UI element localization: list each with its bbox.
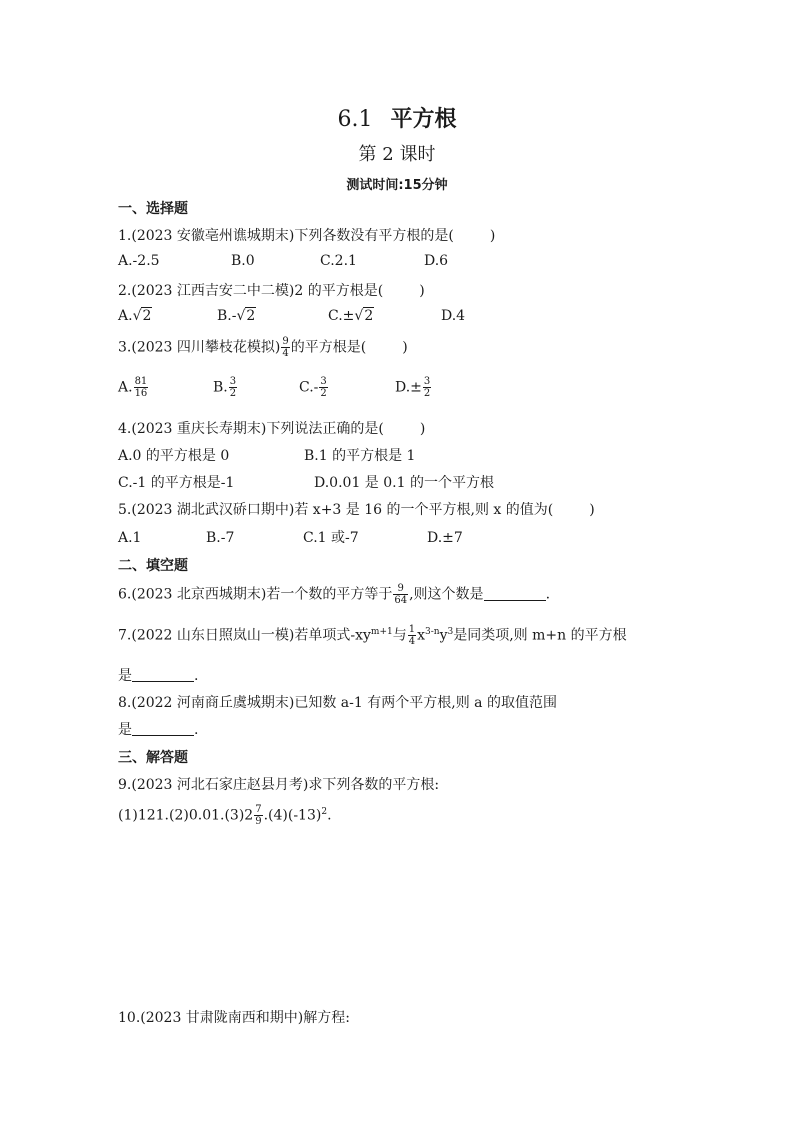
section-choice: 一、选择题 (118, 201, 188, 217)
q3-option-b: B. $\frac{3}{2}$ (213, 376, 237, 399)
q5-stem: 5.(2023 湖北武汉硚口期中)若 x+3 是 16 的一个平方根,则 x 的值为( (118, 502, 554, 518)
q5-options (118, 527, 463, 547)
question-5 (118, 499, 595, 519)
q6-answer-blank[interactable] (484, 586, 546, 601)
question-7: 7.(2022 山东日照岚山一模)若单项式$-xy^{m+1}$与 $\frac{1}{4}$ $x^{3-n}y^3$是同类项,则 m+n 的平方根 (118, 624, 627, 647)
q2-option-c: C.±√2 (328, 308, 374, 324)
q9-stem: 9.(2023 河北石家庄赵县月考)求下列各数的平方根: (118, 777, 440, 793)
question-3 (118, 336, 408, 359)
q3-stem-suffix: 的平方根是( (290, 339, 367, 356)
q3-option-a: A. $\frac{81}{16}$ (118, 376, 148, 399)
q2-paren-close: ) (419, 283, 425, 299)
q10-stem: 10.(2023 甘肃陇南西和期中)解方程: (118, 1010, 350, 1026)
q2-option-b: B.-√2 (217, 308, 256, 324)
question-6: 6.(2023 北京西城期末)若一个数的平方等于 $\frac{9}{64}$ ,则这个数是 . (118, 583, 551, 606)
q2-options (118, 308, 465, 324)
q4-option-a: A.0 的平方根是 0 (118, 448, 230, 464)
lesson-subtitle: 第 2 课时 (358, 144, 436, 165)
q5-option-c: C.1 或-7 (303, 530, 359, 546)
q7-line2: 是 . (118, 668, 199, 684)
q3-stem-prefix: 3.(2023 四川攀枝花模拟) (118, 339, 281, 356)
q5-option-d: D.±7 (427, 530, 463, 546)
q3-options (118, 376, 432, 399)
question-2 (118, 280, 425, 300)
lesson-title (0, 102, 794, 133)
q4-option-c: C.-1 的平方根是-1 (118, 475, 235, 491)
q2-stem: 2.(2023 江西吉安二中二模)2 的平方根是( (118, 283, 384, 299)
q1-paren-close: ) (489, 228, 496, 244)
q3-option-c: C.- $\frac{3}{2}$ (299, 376, 327, 399)
q4-stem: 4.(2023 重庆长寿期末)下列说法正确的是( (118, 421, 384, 437)
q3-fraction: $\frac{9}{4}$ (282, 336, 289, 359)
q5-option-b: B.-7 (206, 530, 235, 546)
q4-options-row2 (118, 472, 494, 492)
question-8 (118, 692, 557, 712)
q5-paren-close: ) (589, 502, 595, 518)
q6-fraction: $\frac{9}{64}$ (394, 583, 408, 606)
q1-option-c: C.2.1 (320, 253, 357, 269)
question-10 (118, 1007, 350, 1027)
question-9 (118, 774, 439, 794)
q4-options-row1 (118, 445, 415, 465)
test-time: 测试时间:15分钟 (346, 178, 448, 193)
q4-option-d: D.0.01 是 0.1 的一个平方根 (314, 475, 494, 491)
section-solve: 三、解答题 (118, 750, 188, 766)
q6-stem-suffix: ,则这个数是 (409, 586, 484, 603)
q4-paren-close: ) (419, 421, 426, 437)
q3-paren-close: ) (402, 339, 408, 356)
q1-option-b: B.0 (231, 253, 255, 269)
q5-option-a: A.1 (118, 530, 142, 546)
q7-stem-suffix: 是同类项,则 m+n 的平方根 (453, 627, 627, 644)
question-1 (118, 225, 495, 245)
q9-parts: (1)121.(2)0.01.(3)2 $\frac{7}{9}$ $.(4)(-13)^2$. (118, 804, 332, 827)
q2-option-a: A.√2 (118, 308, 152, 324)
q8-answer-blank[interactable] (132, 721, 194, 736)
lesson-name: 平方根 (390, 107, 457, 132)
q8-line2: 是 . (118, 722, 199, 738)
question-4 (118, 418, 425, 438)
q7-fraction: $\frac{1}{4}$ (408, 624, 416, 647)
q3-option-d: D.± $\frac{3}{2}$ (395, 376, 431, 399)
q1-stem: 1.(2023 安徽亳州谯城期末)下列各数没有平方根的是( (118, 228, 454, 244)
q4-option-b: B.1 的平方根是 1 (304, 448, 416, 464)
section-fill: 二、填空题 (118, 558, 188, 574)
q8-stem: 8.(2022 河南商丘虞城期末)已知数 a-1 有两个平方根,则 a 的取值范围 (118, 695, 557, 711)
q1-option-a: A.-2.5 (118, 253, 160, 269)
q6-stem-prefix: 6.(2023 北京西城期末)若一个数的平方等于 (118, 586, 393, 603)
q7-answer-blank[interactable] (132, 667, 194, 682)
lesson-number: 6.1 (337, 107, 373, 132)
q1-options (118, 253, 448, 269)
q9-fraction: $\frac{7}{9}$ (255, 804, 262, 827)
q1-option-d: D.6 (424, 253, 449, 269)
q7-stem-prefix: 7.(2022 山东日照岚山一模)若单项式-xy (118, 627, 371, 644)
q2-option-d: D.4 (441, 308, 466, 324)
